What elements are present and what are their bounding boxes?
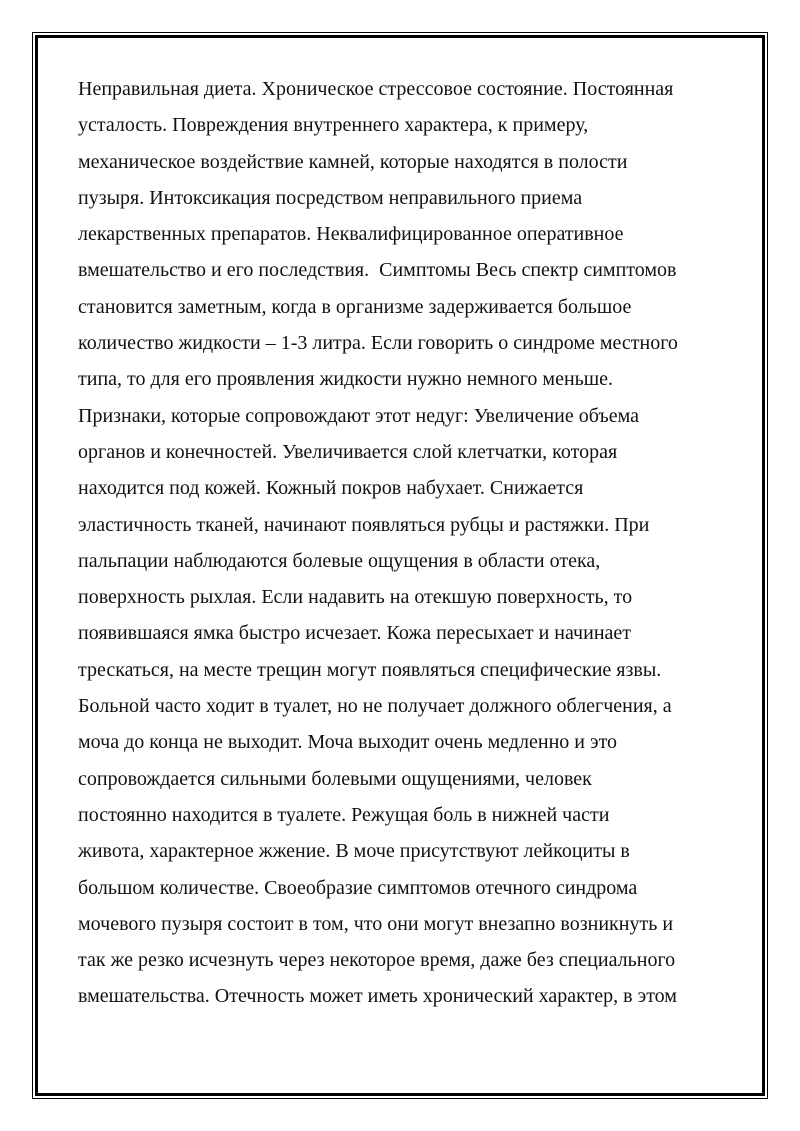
text-line: вмешательства. Отечность может иметь хронический характер, в этом [78,985,677,1008]
text-line: трескаться, на месте трещин могут появляться специфические язвы. [78,658,662,681]
text-line: вмешательство и его последствия. Симптомы Весь спектр симптомов [78,259,677,282]
text-line: пальпации наблюдаются болевые ощущения в области отека, [78,549,601,572]
text-line: Больной часто ходит в туалет, но не получает должного облегчения, а [78,695,672,718]
text-line: органов и конечностей. Увеличивается слой клетчатки, которая [78,440,618,463]
text-line: сопровождается сильными болевыми ощущениями, человек [78,767,592,790]
text-line: Неправильная диета. Хроническое стрессовое состояние. Постоянная [78,78,674,100]
text-line: моча до конца не выходит. Моча выходит очень медленно и это [78,731,618,754]
text-line: постоянно находится в туалете. Режущая боль в нижней части [78,803,610,826]
text-line: Признаки, которые сопровождают этот недуг: Увеличение объема [78,404,640,427]
body-text [78,71,738,1015]
text-line: количество жидкости – 1-3 литра. Если говорить о синдроме местного [78,332,678,355]
text-line: типа, то для его проявления жидкости нужно немного меньше. [78,368,614,391]
text-line: становится заметным, когда в организме задерживается большое [78,295,632,318]
text-line: механическое воздействие камней, которые находятся в полости [78,150,628,173]
text-line: эластичность тканей, начинают появляться рубцы и растяжки. При [78,513,650,536]
text-line: появившаяся ямка быстро исчезает. Кожа пересыхает и начинает [78,622,632,645]
page-border-inner [35,35,765,1096]
text-line: мочевого пузыря состоит в том, что они могут внезапно возникнуть и [78,912,674,935]
text-line: лекарственных препаратов. Неквалифицированное оперативное [78,223,624,246]
text-line: так же резко исчезнуть через некоторое время, даже без специального [78,949,676,972]
text-line: поверхность рыхлая. Если надавить на отекшую поверхность, то [78,586,633,609]
text-line: большом количестве. Своеобразие симптомов отечного синдрома [78,876,638,899]
page-border-outer [32,32,768,1099]
text-line: живота, характерное жжение. В моче присутствуют лейкоциты в [78,840,630,863]
text-line: усталость. Повреждения внутреннего характера, к примеру, [78,114,589,137]
text-line: пузыря. Интоксикация посредством неправильного приема [78,186,583,209]
text-line: находится под кожей. Кожный покров набухает. Снижается [78,477,584,500]
